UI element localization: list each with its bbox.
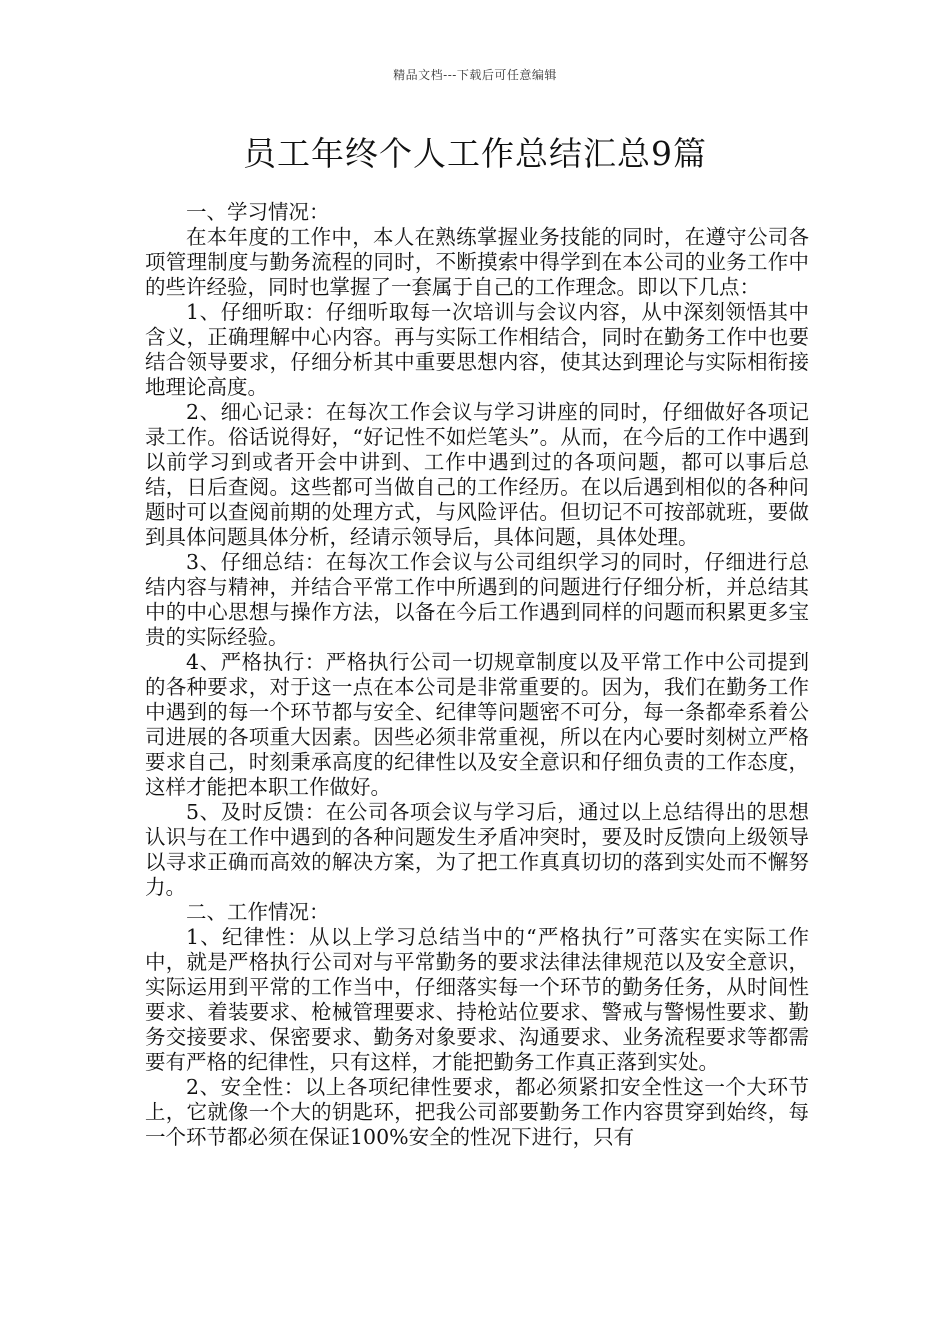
section-heading-study: 一、学习情况： [186, 200, 330, 224]
paragraph-intro: 在本年度的工作中，本人在熟练掌握业务技能的同时，在遵守公司各项管理制度与勤务流程的同时，不断摸索中得学到在本公司的业务工作中的些许经验，同时也掌握了一套属于自己的工作理念。即以下几点： [145, 225, 809, 299]
paragraph-feedback: 5、及时反馈：在公司各项会议与学习后，通过以上总结得出的思想认识与在工作中遇到的各种问题发生矛盾冲突时，要及时反馈向上级领导以寻求正确而高效的解决方案，为了把工作真真切切的落到实处而不懈努力。 [145, 800, 809, 899]
paragraph-record: 2、细心记录：在每次工作会议与学习讲座的同时，仔细做好各项记录工作。俗话说得好，“好记性不如烂笔头”。从而，在今后的工作中遇到以前学习到或者开会中讲到、工作中遇到过的各项问题，都可以事后总结，日后查阅。这些都可当做自己的工作经历。在以后遇到相似的各种问题时可以查阅前期的处理方式，与风险评估。但切记不可按部就班，要做到具体问题具体分析，经请示领导后，具体问题，具体处理。 [145, 400, 809, 549]
paragraph-safety: 2、安全性：以上各项纪律性要求，都必须紧扣安全性这一个大环节上，它就像一个大的钥匙环，把我公司部要勤务工作内容贯穿到始终，每一个环节都必须在保证100%安全的性况下进行，只有 [145, 1075, 809, 1149]
paragraph-discipline: 1、纪律性：从以上学习总结当中的“严格执行”可落实在实际工作中，就是严格执行公司对与平常勤务的要求法律法律规范以及安全意识，实际运用到平常的工作当中，仔细落实每一个环节的勤务任务，从时间性要求、着装要求、枪械管理要求、持枪站位要求、警戒与警惕性要求、勤务交接要求、保密要求、勤务对象要求、沟通要求、业务流程要求等都需要有严格的纪律性，只有这样，才能把勤务工作真正落到实处。 [145, 925, 809, 1074]
section-heading-work: 二、工作情况： [186, 900, 330, 924]
document-title: 员工年终个人工作总结汇总9篇 [243, 134, 707, 173]
document-body [145, 200, 809, 1150]
paragraph-listen: 1、仔细听取：仔细听取每一次培训与会议内容，从中深刻领悟其中含义，正确理解中心内容。再与实际工作相结合，同时在勤务工作中也要结合领导要求，仔细分析其中重要思想内容，使其达到理论与实际相衔接地理论高度。 [145, 300, 809, 399]
paragraph-execute: 4、严格执行：严格执行公司一切规章制度以及平常工作中公司提到的各种要求，对于这一点在本公司是非常重要的。因为，我们在勤务工作中遇到的每一个环节都与安全、纪律等问题密不可分，每一条都牵系着公司进展的各项重大因素。因些必须非常重视，所以在内心要时刻树立严格要求自己，时刻秉承高度的纪律性以及安全意识和仔细负责的工作态度，这样才能把本职工作做好。 [145, 650, 809, 799]
header-note: 精品文档---下载后可任意编辑 [393, 68, 557, 82]
paragraph-summarize: 3、仔细总结：在每次工作会议与公司组织学习的同时，仔细进行总结内容与精神，并结合平常工作中所遇到的问题进行仔细分析，并总结其中的中心思想与操作方法，以备在今后工作遇到同样的问题而积累更多宝贵的实际经验。 [145, 550, 809, 649]
